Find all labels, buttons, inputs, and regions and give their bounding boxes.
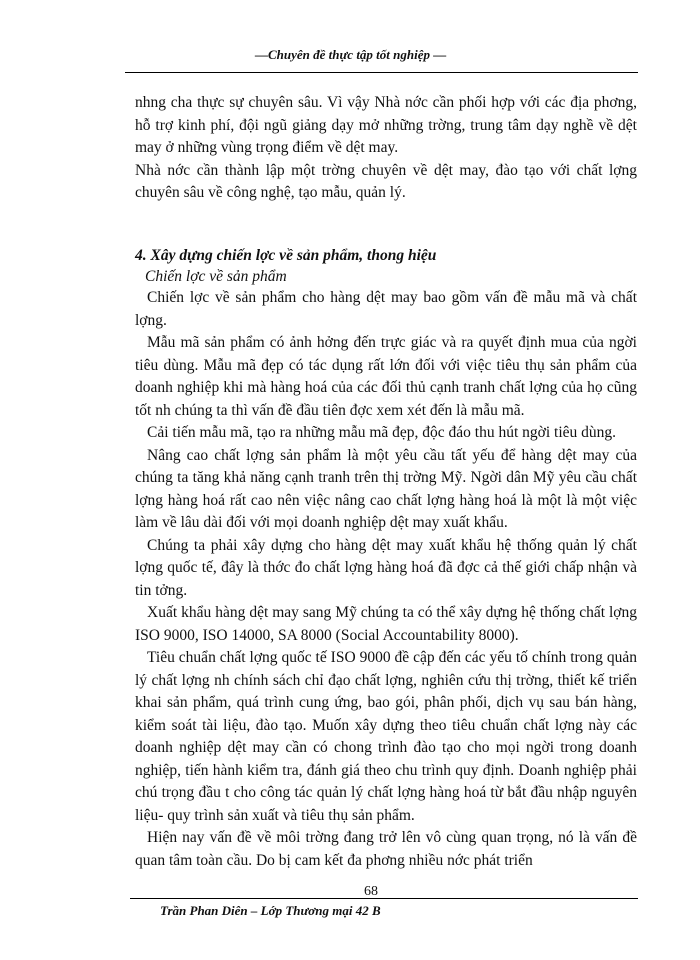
running-header: —Chuyên đề thực tập tốt nghiệp — (255, 47, 447, 62)
body-paragraph: Chúng ta phải xây dựng cho hàng dệt may xuất khẩu hệ thống quản lý chất lợng quốc tế, đây là thớc đo chất lợng hàng hoá đã đợc cả thế giới chấp nhận và tin tởng. (135, 536, 637, 599)
footer-divider (130, 898, 638, 899)
body-paragraph: Xuất khẩu hàng dệt may sang Mỹ chúng ta có thể xây dựng hệ thống chất lợng ISO 9000, ISO 14000, SA 8000 (Social Accountability 8000). (135, 604, 637, 644)
footer-author: Trần Phan Diên – Lớp Thương mại 42 B (160, 903, 381, 918)
body-paragraph: Tiêu chuẩn chất lợng quốc tế ISO 9000 đề cập đến các yếu tố chính trong quản lý chất lợng nh chính sách chỉ đạo chất lợng, nghiên cứu thị trờng, thiết kế triển khai sản phẩm, quá trình cung ứng, bao gói, phân phối, dịch vụ sau bán hàng, kiểm soát tài liệu, đào tạo. Muốn xây dựng theo tiêu chuẩn chất lợng này các doanh nghiệp dệt may cần có chong trình đào tạo cho mọi ngời trong doanh nghiệp, tiến hành kiểm tra, đánh giá theo chu trình quy định. Doanh nghiệp phải chú trọng đầu t cho công tác quản lý chất lợng hàng hoá từ bắt đầu nhập nguyên liệu- quy trình sản xuất và tiêu thụ sản phẩm. (135, 649, 637, 824)
body-paragraph: Chiến lợc về sản phẩm cho hàng dệt may bao gồm vấn đề mẫu mã và chất lợng. (135, 289, 637, 329)
subsection-heading: Chiến lợc về sản phẩm (145, 268, 287, 285)
page-body (135, 92, 637, 872)
body-paragraph: Nhà nớc cần thành lập một trờng chuyên về dệt may, đào tạo với chất lợng chuyên sâu về công nghệ, tạo mẫu, quản lý. (135, 161, 637, 201)
body-paragraph: Mẫu mã sản phẩm có ảnh hởng đến trực giác và ra quyết định mua của ngời tiêu dùng. Mẫu mã đẹp có tác dụng rất lớn đối với việc tiêu thụ sản phẩm của doanh nghiệp khi mà hàng hoá của các đối thủ cạnh tranh chất lợng của họ cũng tốt nh chúng ta thì vấn đề đầu tiên đợc xem xét đến là mẫu mã. (135, 334, 637, 419)
page-number: 68 (364, 884, 378, 899)
body-paragraph: nhng cha thực sự chuyên sâu. Vì vậy Nhà nớc cần phối hợp với các địa phơng, hỗ trợ kinh phí, đội ngũ giảng dạy mở những trờng, trung tâm dạy nghề về dệt may ở những vùng trọng điểm về dệt may. (135, 94, 637, 156)
section-heading: 4. Xây dựng chiến lợc về sản phẩm, thong hiệu (135, 246, 437, 264)
body-paragraph: Hiện nay vấn đề về môi trờng đang trở lên vô cùng quan trọng, nó là vấn đề quan tâm toàn cầu. Do bị cam kết đa phơng nhiều nớc phát triển (135, 829, 637, 869)
header-divider (125, 72, 638, 73)
body-paragraph: Nâng cao chất lợng sản phẩm là một yêu cầu tất yếu để hàng dệt may của chúng ta tăng khả năng cạnh tranh trên thị trờng Mỹ. Ngời dân Mỹ yêu cầu chất lợng hàng hoá rất cao nên việc nâng cao chất lợng hàng hoá là một là một việc làm về lâu dài đối với mọi doanh nghiệp dệt may xuất khẩu. (135, 446, 637, 531)
body-paragraph: Cải tiến mẫu mã, tạo ra những mẫu mã đẹp, độc đáo thu hút ngời tiêu dùng. (147, 424, 617, 441)
